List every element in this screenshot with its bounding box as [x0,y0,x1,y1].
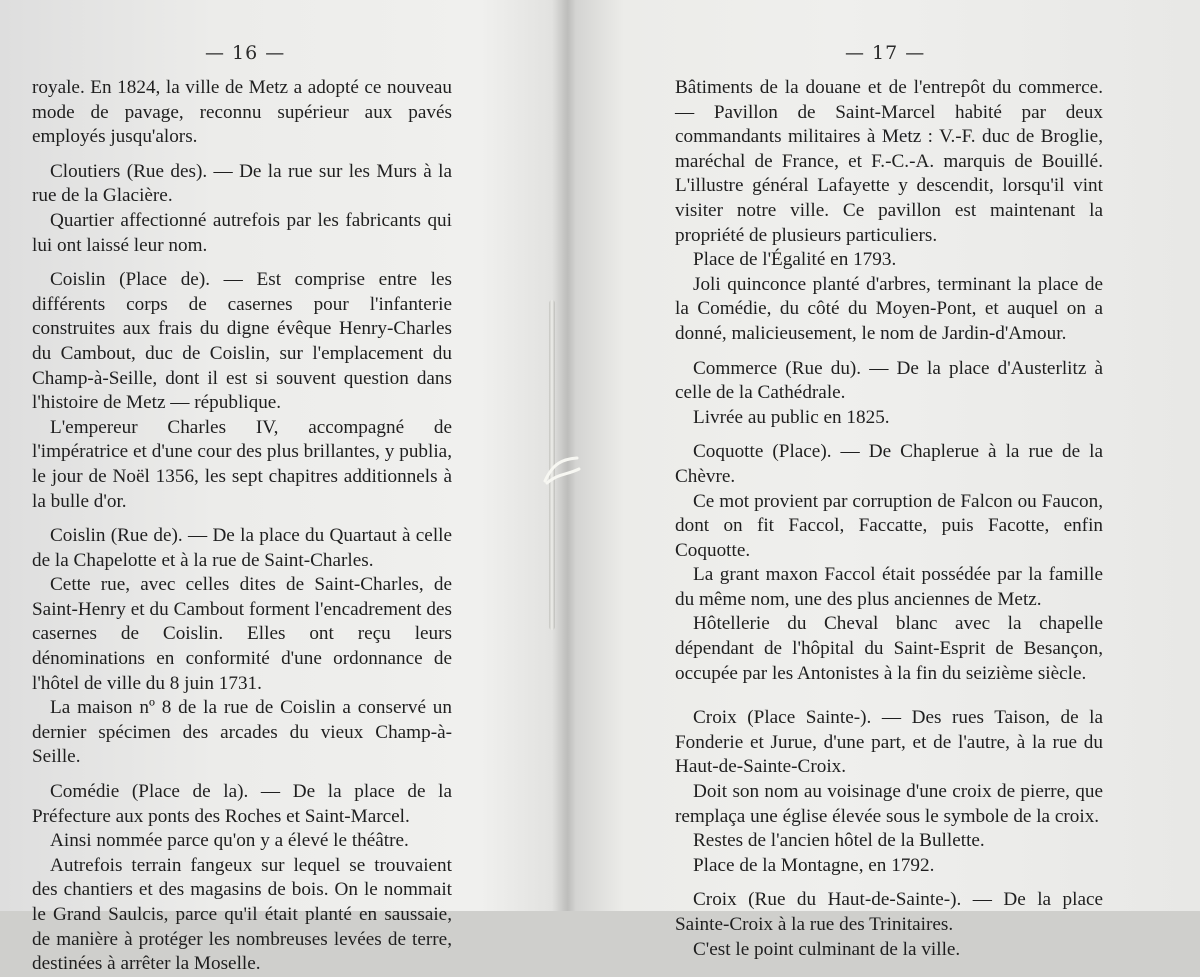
paragraph: Restes de l'ancien hôtel de la Bullette. [693,830,985,852]
paragraph: royale. En 1824, la ville de Metz a adopté ce nouveau mode de pavage, reconnu supérieur aux pavés employés jusqu'alors. [32,77,452,148]
entry-paragraph: Coquotte (Place). — De Chaplerue à la rue de la Chèvre. [675,441,1103,487]
paragraph: La grant maxon Faccol était possédée par la famille du même nom, une des plus anciennes de Metz. [675,564,1103,610]
page-number: — 16 — [205,42,286,64]
paragraph: Place de la Montagne, en 1792. [693,854,935,876]
paragraph: Bâtiments de la douane et de l'entrepôt du commerce. — Pavillon de Saint-Marcel habité par deux commandants militaires à Metz : V.-F. duc de Broglie, maréchal de France, et F.-C.-A. marquis de Bouillé. L'illustre général Lafayette y descendit, lorsqu'il vint visiter notre ville. Ce pavillon est maintenant la propriété de plusieurs particuliers. [675,77,1103,246]
entry-paragraph: Commerce (Rue du). — De la place d'Austerlitz à celle de la Cathédrale. [675,357,1103,404]
right-page [565,0,1200,960]
paragraph: La maison nº 8 de la rue de Coislin a conservé un dernier spécimen des arcades du vieux Champ-à-Seille. [32,697,452,768]
paragraph: Ainsi nommée parce qu'on y a élevé le théâtre. [50,830,409,852]
entry-paragraph: Coislin (Place de). — Est comprise entre les différents corps de casernes pour l'infanterie construites aux frais du digne évêque Henry-Charles du Cambout, duc de Coislin, sur l'emplacement du Champ-à-Seille, dont il est si souvent question dans l'histoire de Metz — république. [32,269,452,414]
paragraph: Cette rue, avec celles dites de Saint-Charles, de Saint-Henry et du Cambout forment l'encadrement des casernes de Coislin. Elles ont reçu leurs dénominations en conformité d'une ordonnance de l'hôtel de ville du 8 juin 1731. [32,574,452,694]
page-text [675,76,1103,962]
paragraph: Ce mot provient par corruption de Falcon ou Faucon, dont on fit Faccol, Faccatte, puis Facotte, enfin Coquotte. [675,490,1103,561]
paragraph: Joli quinconce planté d'arbres, terminant la place de la Comédie, du côté du Moyen-Pont, et auquel on a donné, malicieusement, le nom de Jardin-d'Amour. [675,273,1103,344]
paragraph: Autrefois terrain fangeux sur lequel se trouvaient des chantiers et des magasins de bois. On le nommait le Grand Saulcis, parce qu'il était planté en saussaie, de manière à protéger les nombreuses levées de terre, destinées à arrêter la Moselle. [32,854,452,975]
paragraph: C'est le point culminant de la ville. [693,938,961,960]
entry-paragraph: Cloutiers (Rue des). — De la rue sur les Murs à la rue de la Glacière. [32,160,452,207]
paragraph: Place de l'Égalité en 1793. [693,249,897,271]
paragraph: Doit son nom au voisinage d'une croix de pierre, que remplaça une église élevée sous le symbole de la croix. [675,781,1103,827]
paragraph: L'empereur Charles IV, accompagné de l'impératrice et d'une cour des plus brillantes, y publia, le jour de Noël 1356, les sept chapitres additionnels à la bulle d'or. [32,416,452,512]
paragraph: Hôtellerie du Cheval blanc avec la chapelle dépendant de l'hôpital du Saint-Esprit de Besançon, occupée par les Antonistes à la fin du seizième siècle. [675,613,1103,684]
paragraph: Quartier affectionné autrefois par les fabricants qui lui ont laissé leur nom. [32,209,452,256]
entry-paragraph: Croix (Place Sainte-). — Des rues Taison, de la Fonderie et Jurue, d'une part, et de l'autre, à la rue du Haut-de-Sainte-Croix. [675,707,1103,778]
entry-paragraph: Comédie (Place de la). — De la place de la Préfecture aux ponts des Roches et Saint-Marcel. [32,781,452,827]
entry-paragraph: Coislin (Rue de). — De la place du Quartaut à celle de la Chapelotte et à la rue de Saint-Charles. [32,525,452,571]
page-number: — 17 — [845,42,926,64]
paragraph: Livrée au public en 1825. [693,406,890,428]
entry-paragraph: Croix (Rue du Haut-de-Sainte-). — De la place Sainte-Croix à la rue des Trinitaires. [675,889,1103,935]
left-page [0,0,560,975]
page-text [32,76,452,977]
